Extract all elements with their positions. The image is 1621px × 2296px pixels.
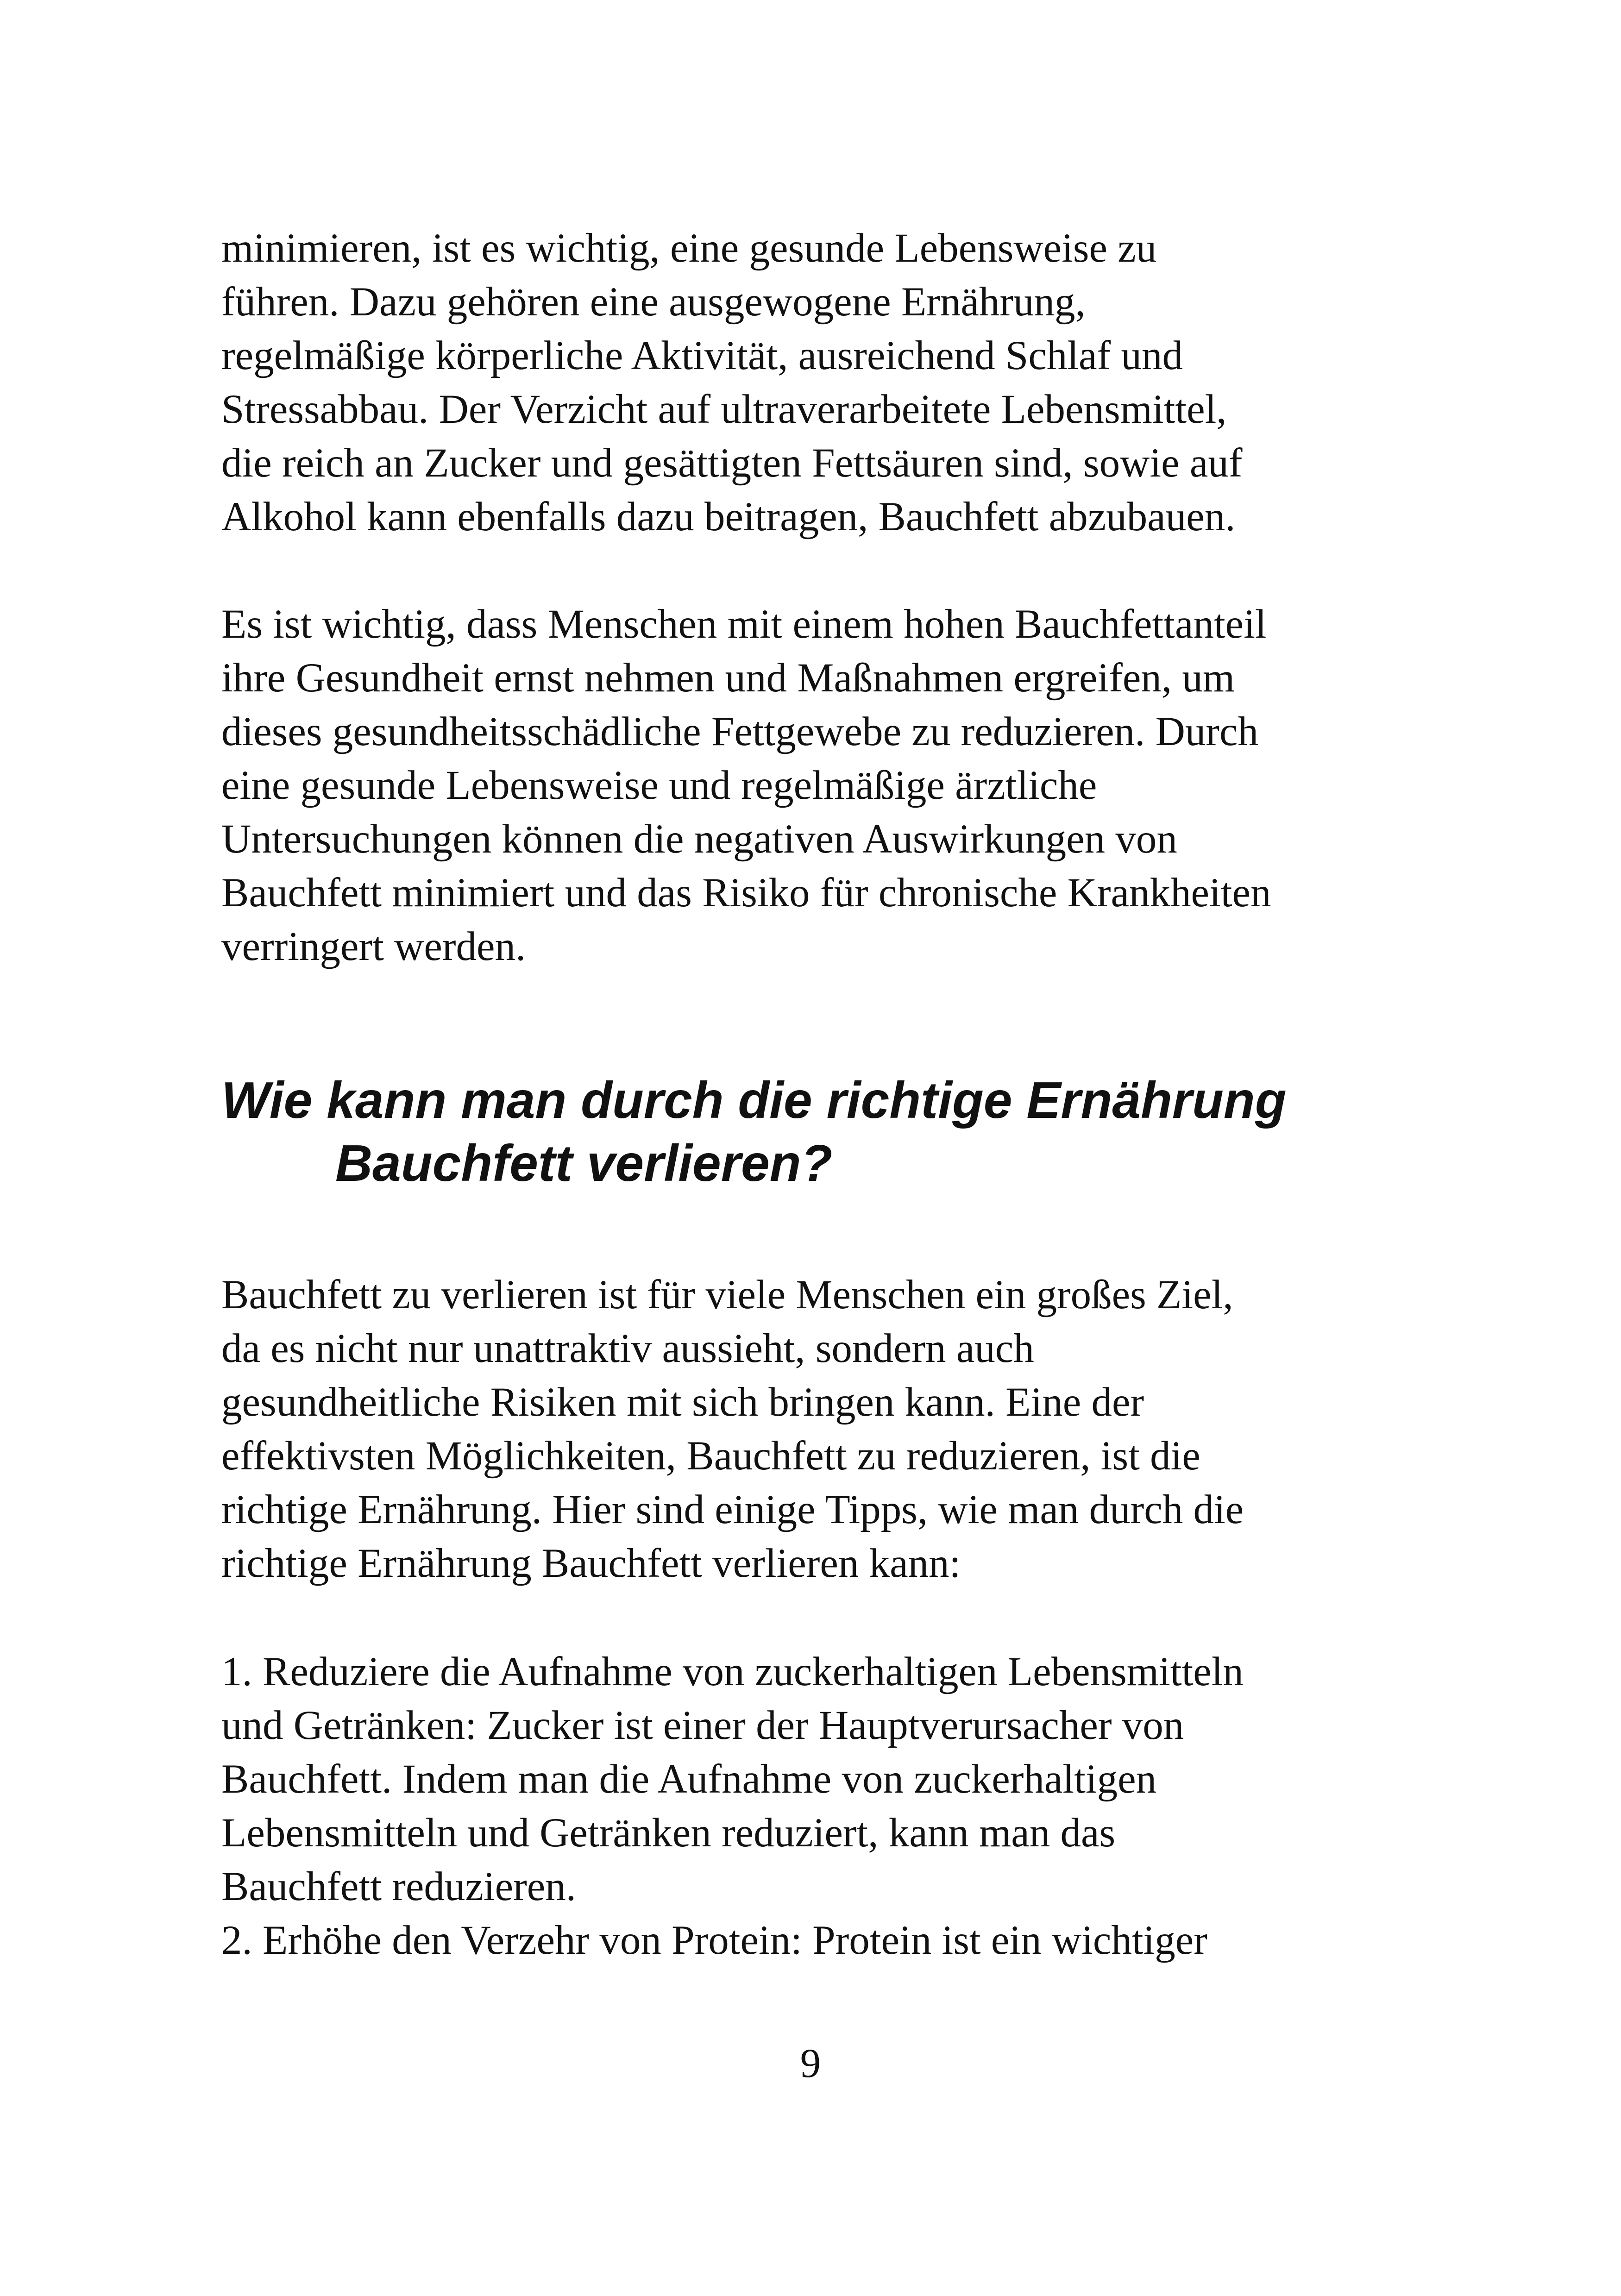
text-line: die reich an Zucker und gesättigten Fettsäuren sind, sowie auf <box>221 440 1243 486</box>
list-item-line: 1. Reduziere die Aufnahme von zuckerhaltigen Lebensmitteln <box>221 1649 1244 1694</box>
text-line: führen. Dazu gehören eine ausgewogene Ernährung, <box>221 279 1086 325</box>
paragraph-2 <box>221 597 1435 973</box>
text-line: regelmäßige körperliche Aktivität, ausreichend Schlaf und <box>221 333 1183 378</box>
text-line: richtige Ernährung. Hier sind einige Tipps, wie man durch die <box>221 1487 1244 1532</box>
text-line: effektivsten Möglichkeiten, Bauchfett zu reduzieren, ist die <box>221 1433 1200 1479</box>
section-heading <box>221 1069 1472 1195</box>
text-line: eine gesunde Lebensweise und regelmäßige ärztliche <box>221 763 1097 808</box>
text-line: ihre Gesundheit ernst nehmen und Maßnahmen ergreifen, um <box>221 655 1235 701</box>
heading-line: Wie kann man durch die richtige Ernährung <box>221 1072 1287 1129</box>
text-line: minimieren, ist es wichtig, eine gesunde Lebensweise zu <box>221 226 1157 271</box>
text-line: gesundheitliche Risiken mit sich bringen kann. Eine der <box>221 1380 1144 1425</box>
text-line: Es ist wichtig, dass Menschen mit einem hohen Bauchfettanteil <box>221 602 1267 647</box>
text-line: Untersuchungen können die negativen Auswirkungen von <box>221 816 1177 862</box>
paragraph-1 <box>221 221 1435 544</box>
list-item-line: Lebensmitteln und Getränken reduziert, kann man das <box>221 1810 1116 1856</box>
list-item-line: 2. Erhöhe den Verzehr von Protein: Protein ist ein wichtiger <box>221 1918 1207 1963</box>
list-item-line: Bauchfett. Indem man die Aufnahme von zuckerhaltigen <box>221 1757 1157 1802</box>
text-line: richtige Ernährung Bauchfett verlieren kann: <box>221 1541 961 1586</box>
paragraph-3 <box>221 1268 1435 1590</box>
text-line: Alkohol kann ebenfalls dazu beitragen, Bauchfett abzubauen. <box>221 494 1236 539</box>
page-number: 9 <box>800 2041 821 2086</box>
text-line: Stressabbau. Der Verzicht auf ultraverarbeitete Lebensmittel, <box>221 387 1227 432</box>
heading-line: Bauchfett verlieren? <box>335 1135 833 1192</box>
list-item-line: und Getränken: Zucker ist einer der Hauptverursacher von <box>221 1703 1184 1748</box>
numbered-list <box>221 1645 1435 1967</box>
text-line: Bauchfett zu verlieren ist für viele Menschen ein großes Ziel, <box>221 1272 1233 1317</box>
text-line: da es nicht nur unattraktiv aussieht, sondern auch <box>221 1326 1034 1371</box>
list-item-line: Bauchfett reduzieren. <box>221 1864 576 1909</box>
text-line: verringert werden. <box>221 924 526 969</box>
text-line: Bauchfett minimiert und das Risiko für chronische Krankheiten <box>221 870 1271 916</box>
text-line: dieses gesundheitsschädliche Fettgewebe zu reduzieren. Durch <box>221 709 1258 754</box>
